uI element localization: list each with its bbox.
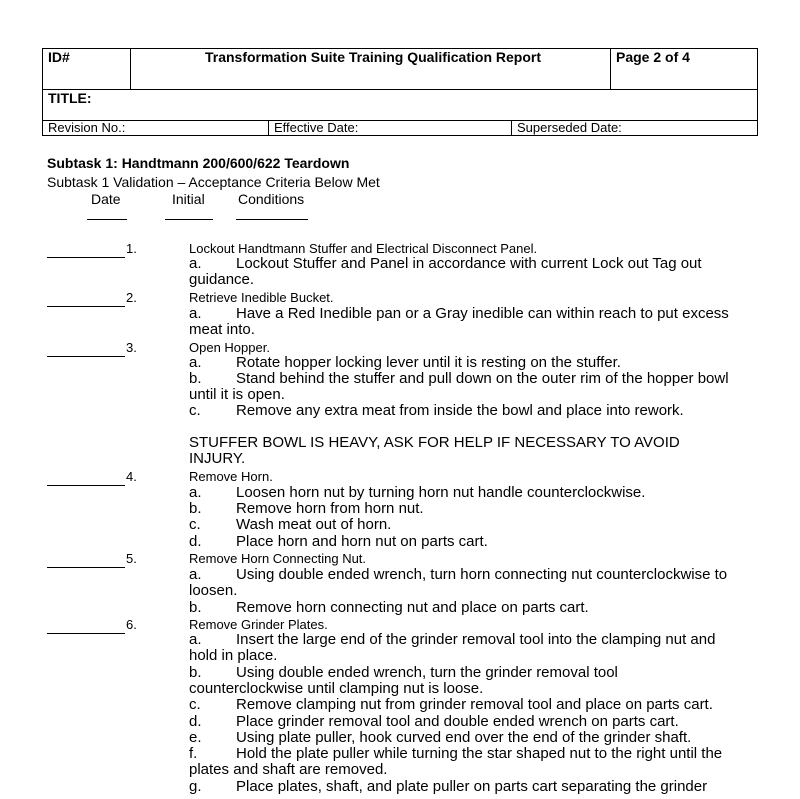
step-6c-label: c.: [189, 696, 201, 713]
step-6c: [189, 697, 757, 713]
revision-cell: Revision No.:: [43, 121, 269, 136]
step-5-signoff-blank: [47, 557, 125, 568]
step-4a: [189, 485, 757, 501]
step-4c: [189, 517, 757, 533]
page-number: Page 2 of 4: [611, 49, 758, 90]
step-5-number: 5.: [126, 551, 137, 566]
step-4a-label: a.: [189, 484, 202, 501]
step-3a-text: Rotate hopper locking lever until it is resting on the stuffer.: [236, 354, 621, 371]
step-6f-text-cont: plates and shaft are removed.: [189, 761, 388, 778]
step-3-signoff-blank: [47, 346, 125, 357]
step-6g: [189, 779, 757, 795]
step-4b-text: Remove horn from horn nut.: [236, 500, 424, 517]
step-2-title: Retrieve Inedible Bucket.: [189, 290, 334, 305]
step-5a-text-cont: loosen.: [189, 582, 238, 599]
step-1-signoff-blank: [47, 247, 125, 258]
step-6f-label: f.: [189, 745, 198, 762]
step-6f: [189, 746, 757, 778]
safety-warning: [189, 435, 757, 467]
step-4-signoff-blank: [47, 475, 125, 486]
superseded-date-cell: Superseded Date:: [512, 121, 758, 136]
step-3c-text: Remove any extra meat from inside the bowl and place into rework.: [236, 402, 684, 419]
step-6f-text: Hold the plate puller while turning the star shaped nut to the right until the: [236, 745, 723, 762]
report-title: Transformation Suite Training Qualification Report: [131, 49, 611, 90]
initial-signoff-line: [165, 219, 213, 220]
step-3b-label: b.: [189, 370, 202, 387]
subtask-heading: Subtask 1: Handtmann 200/600/622 Teardown: [47, 155, 350, 171]
step-6-number: 6.: [126, 617, 137, 632]
step-5b: [189, 600, 757, 616]
step-3-title: Open Hopper.: [189, 340, 270, 355]
step-4-title: Remove Horn.: [189, 469, 273, 484]
col-initial: Initial: [172, 191, 205, 207]
step-3b: [189, 371, 757, 403]
col-conditions: Conditions: [238, 191, 305, 207]
step-3c: [189, 403, 757, 419]
step-6d: [189, 714, 757, 730]
step-4d-text: Place horn and horn nut on parts cart.: [236, 533, 488, 550]
step-6e: [189, 730, 757, 746]
step-6-title: Remove Grinder Plates.: [189, 617, 328, 632]
step-5-title: Remove Horn Connecting Nut.: [189, 551, 367, 566]
step-1-number: 1.: [126, 241, 137, 256]
step-3b-text: Stand behind the stuffer and pull down on the outer rim of the hopper bowl: [236, 370, 729, 387]
step-3b-text-cont: until it is open.: [189, 386, 285, 403]
step-6a-text-cont: hold in place.: [189, 647, 278, 664]
title-cell: TITLE:: [43, 90, 758, 121]
step-5b-label: b.: [189, 599, 202, 616]
step-3a-label: a.: [189, 354, 202, 371]
step-3c-label: c.: [189, 402, 201, 419]
step-3-number: 3.: [126, 340, 137, 355]
date-signoff-line: [87, 219, 127, 220]
step-2a-label: a.: [189, 305, 202, 322]
step-6-signoff-blank: [47, 623, 125, 634]
id-cell: ID#: [43, 49, 131, 90]
report-header-table: [42, 48, 758, 136]
step-1-title: Lockout Handtmann Stuffer and Electrical Disconnect Panel.: [189, 241, 538, 256]
step-5b-text: Remove horn connecting nut and place on parts cart.: [236, 599, 589, 616]
step-4d: [189, 534, 757, 550]
step-6b-text-cont: counterclockwise until clamping nut is loose.: [189, 680, 484, 697]
step-2-number: 2.: [126, 290, 137, 305]
step-6a-label: a.: [189, 631, 202, 648]
step-4b-label: b.: [189, 500, 202, 517]
col-date: Date: [91, 191, 121, 207]
step-6d-text: Place grinder removal tool and double ended wrench on parts cart.: [236, 713, 679, 730]
step-6c-text: Remove clamping nut from grinder removal tool and place on parts cart.: [236, 696, 713, 713]
step-4-number: 4.: [126, 469, 137, 484]
step-4c-label: c.: [189, 516, 201, 533]
step-6a-text: Insert the large end of the grinder removal tool into the clamping nut and: [236, 631, 716, 648]
safety-warning-line-2: INJURY.: [189, 450, 246, 467]
step-6d-label: d.: [189, 713, 202, 730]
step-6e-text: Using plate puller, hook curved end over the end of the grinder shaft.: [236, 729, 692, 746]
step-2-signoff-blank: [47, 296, 125, 307]
conditions-signoff-line: [236, 219, 308, 220]
step-6a: [189, 632, 757, 664]
step-1a-text: Lockout Stuffer and Panel in accordance with current Lock out Tag out: [236, 255, 702, 272]
step-3a: [189, 355, 757, 371]
step-5a-text: Using double ended wrench, turn horn connecting nut counterclockwise to: [236, 566, 728, 583]
step-6b: [189, 665, 757, 697]
step-1a-label: a.: [189, 255, 202, 272]
effective-date-cell: Effective Date:: [269, 121, 512, 136]
step-6b-label: b.: [189, 664, 202, 681]
step-4b: [189, 501, 757, 517]
step-4a-text: Loosen horn nut by turning horn nut handle counterclockwise.: [236, 484, 646, 501]
step-6g-text: Place plates, shaft, and plate puller on parts cart separating the grinder: [236, 778, 708, 795]
step-4c-text: Wash meat out of horn.: [236, 516, 392, 533]
step-1a-text-cont: guidance.: [189, 271, 255, 288]
step-2a: [189, 306, 757, 338]
step-5a-label: a.: [189, 566, 202, 583]
step-6g-label: g.: [189, 778, 202, 795]
safety-warning-line-1: STUFFER BOWL IS HEAVY, ASK FOR HELP IF NECESSARY TO AVOID: [189, 434, 680, 451]
step-2a-text-cont: meat into.: [189, 321, 255, 338]
subtask-validation: Subtask 1 Validation – Acceptance Criteria Below Met: [47, 174, 380, 190]
step-1a: [189, 256, 757, 288]
step-5a: [189, 567, 757, 599]
step-6b-text: Using double ended wrench, turn the grinder removal tool: [236, 664, 618, 681]
step-6e-label: e.: [189, 729, 202, 746]
step-4d-label: d.: [189, 533, 202, 550]
step-2a-text: Have a Red Inedible pan or a Gray inedible can within reach to put excess: [236, 305, 729, 322]
